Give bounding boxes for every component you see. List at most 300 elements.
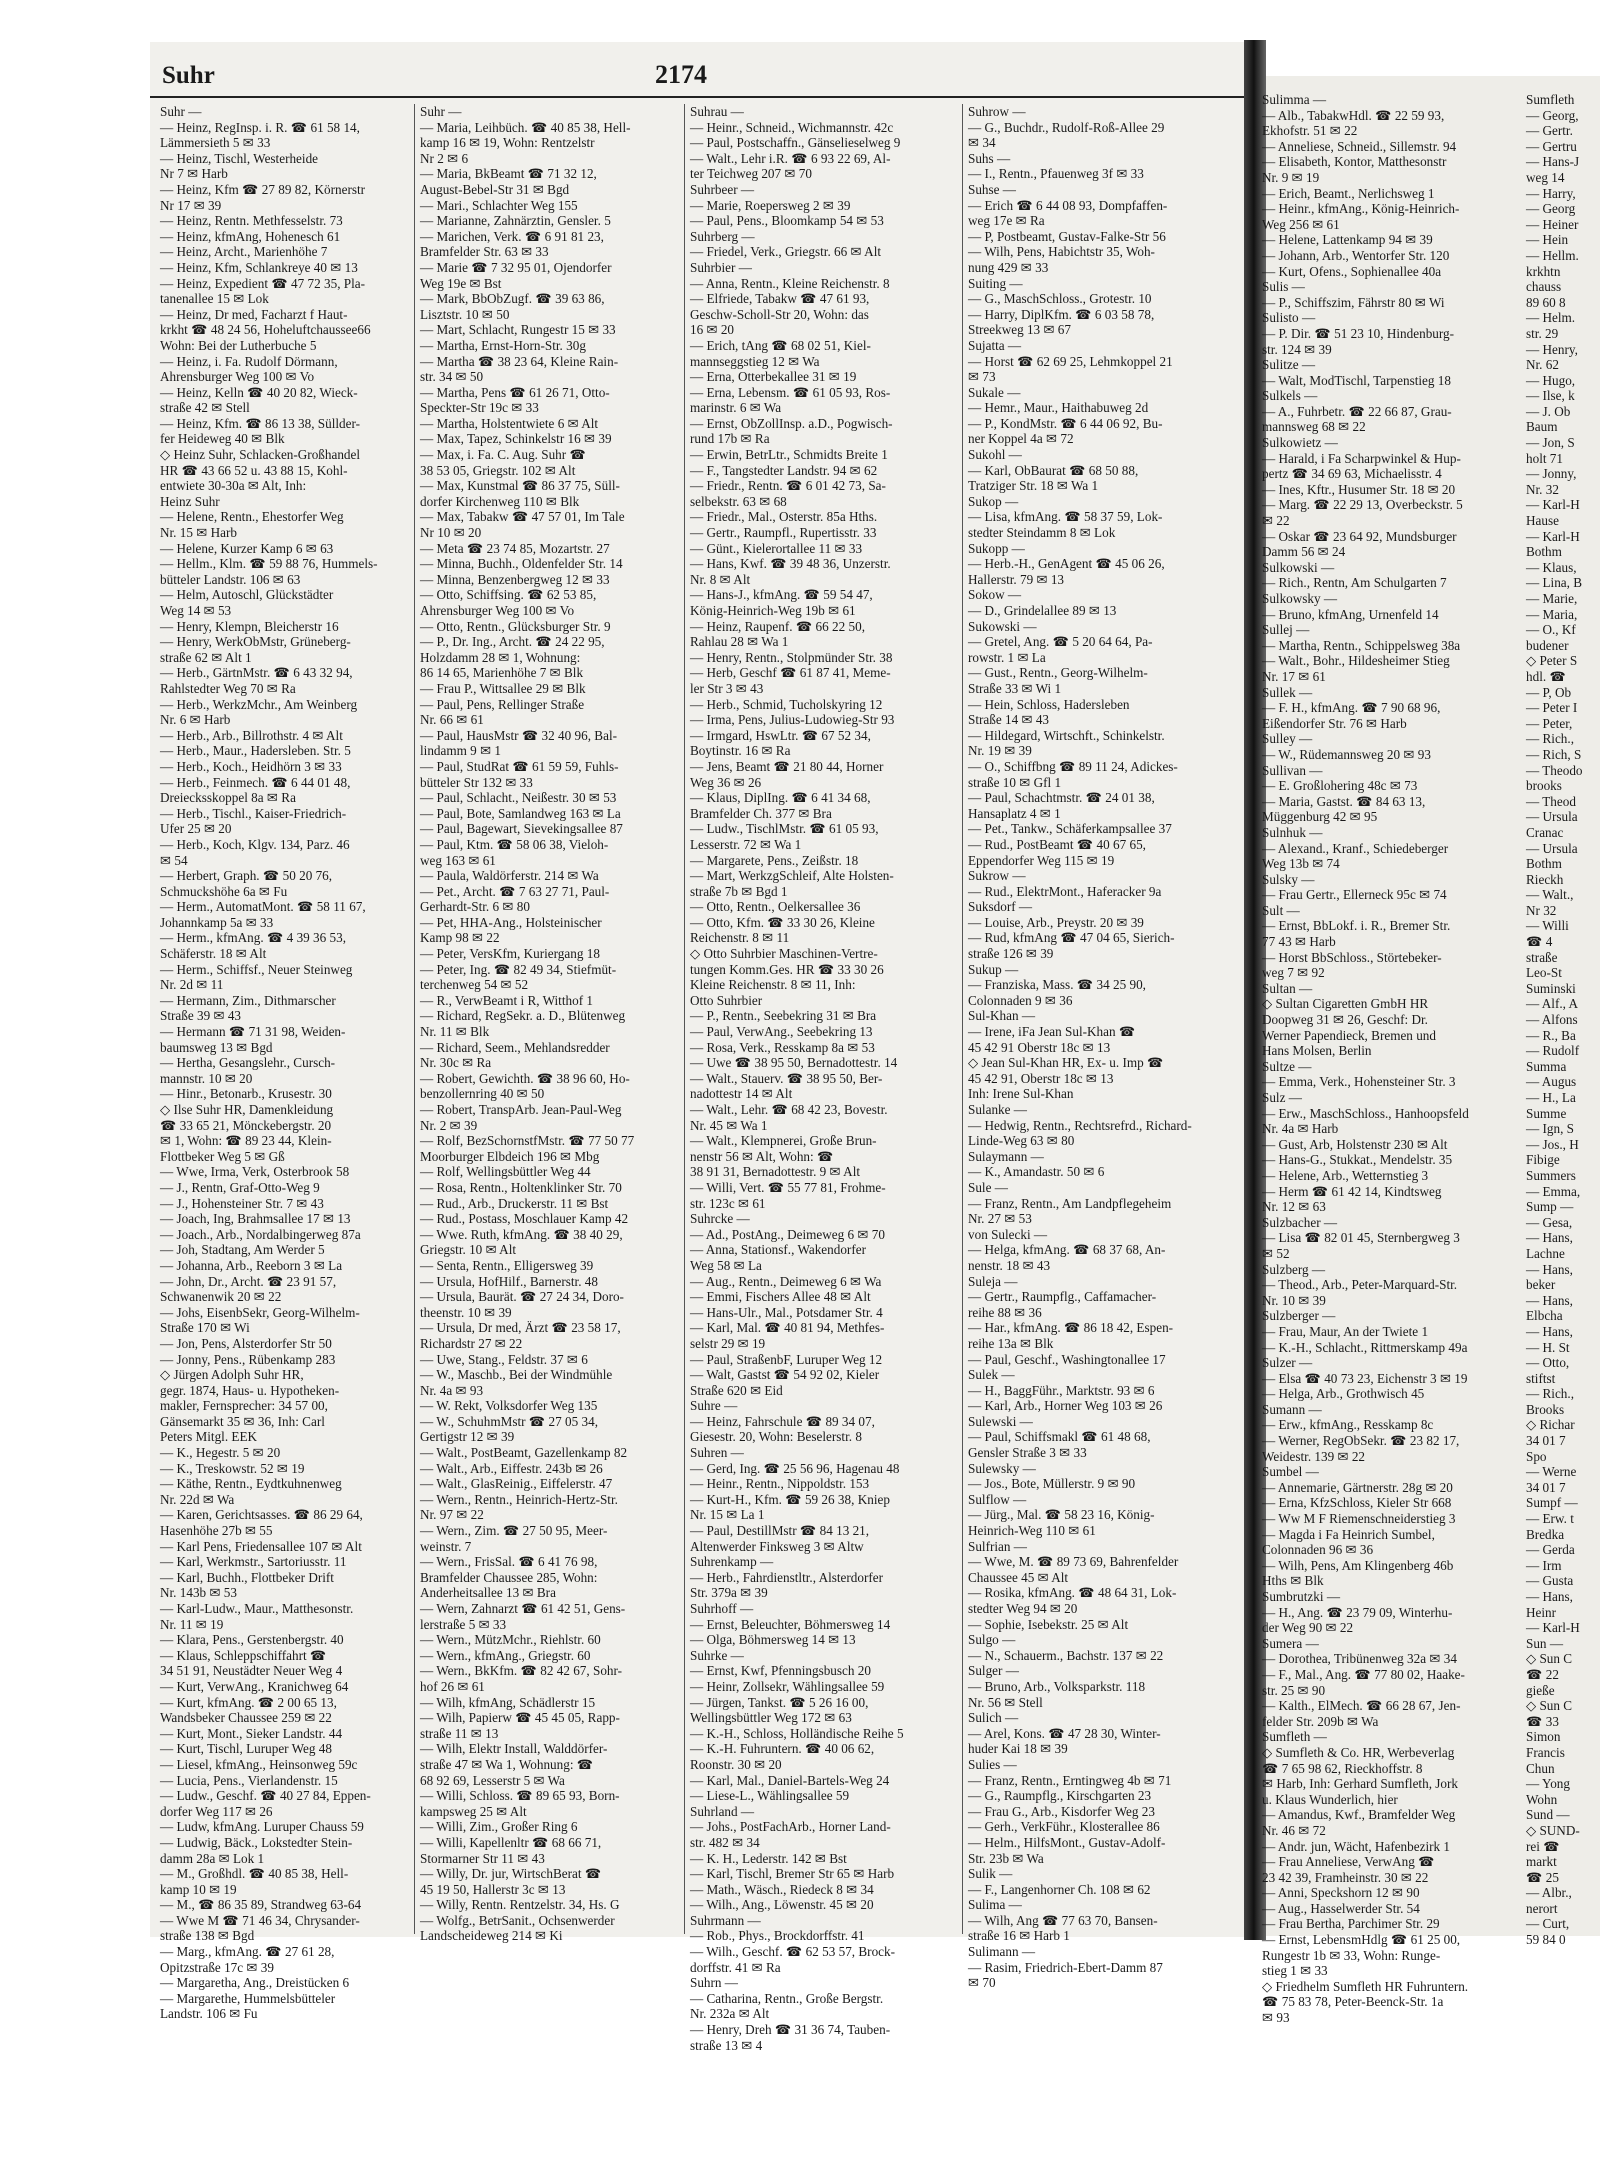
directory-entry: — Gust, Arb, Holstenstr 230 ✉ Alt [1262, 1136, 1448, 1152]
directory-entry: — Heinz, Archt., Marienhöhe 7 [160, 244, 328, 260]
directory-entry: Suhrhoff — [690, 1601, 754, 1616]
directory-entry: ☎ 4 [1526, 934, 1553, 950]
directory-entry: ◇ Heinz Suhr, Schlacken-Großhandel [160, 447, 361, 463]
directory-entry: Sulitze — [1262, 357, 1316, 373]
directory-entry: — Horst ☎ 62 69 25, Lehmkoppel 21 [968, 353, 1173, 369]
directory-entry: — Anna, Stationsf., Wakendorfer [690, 1242, 866, 1258]
directory-entry: Sulewsky — [968, 1460, 1036, 1476]
directory-entry: — Erwin, BetrLtr., Schmidts Breite 1 [690, 447, 888, 463]
directory-entry: — Käthe, Rentn., Eydtkuhnenweg [160, 1476, 342, 1492]
directory-entry: ✉ 22 [1262, 513, 1290, 529]
directory-entry: Nr. 2 ✉ 39 [420, 1117, 478, 1133]
directory-entry: Ahrensburger Weg 100 ✉ Vo [160, 369, 315, 385]
directory-entry: Heinrich-Weg 110 ✉ 61 [968, 1523, 1096, 1539]
directory-entry: — Herb.-H., GenAgent ☎ 45 06 26, [968, 556, 1165, 572]
directory-entry: Ekhofstr. 51 ✉ 22 [1262, 123, 1358, 139]
directory-entry: — Olga, Böhmersweg 14 ✉ 13 [690, 1632, 856, 1648]
directory-entry: — Heinz, RegInsp. i. R. ☎ 61 58 14, [160, 119, 360, 135]
directory-entry: Giesestr. 20, Wohn: Beselerstr. 8 [690, 1429, 862, 1445]
directory-entry: Weg 19e ✉ Bst [420, 275, 502, 291]
directory-entry: — Joach., Arb., Nordalbingerweg 87a [160, 1226, 361, 1242]
directory-entry: lindamm 9 ✉ 1 [420, 743, 502, 759]
directory-entry: Sukopp — [968, 540, 1025, 556]
directory-entry: HR ☎ 43 66 52 u. 43 88 15, Kohl- [160, 462, 348, 478]
directory-entry: Sulzbacher — [1262, 1214, 1338, 1230]
directory-entry: — H., La [1526, 1090, 1576, 1105]
directory-entry: — Aug., Hasselwerder Str. 54 [1262, 1900, 1420, 1916]
directory-entry: lerstraße 5 ✉ 33 [420, 1616, 507, 1632]
directory-entry: — Theod [1526, 793, 1576, 809]
directory-entry: Suhrland — [690, 1803, 755, 1819]
directory-entry: — Meta ☎ 23 74 85, Mozartstr. 27 [420, 540, 610, 556]
directory-entry: Sulzberger — [1262, 1308, 1336, 1324]
directory-entry: Francis [1526, 1744, 1565, 1760]
directory-entry: — Alfons [1526, 1012, 1578, 1028]
directory-entry: Nr. 9 ✉ 19 [1262, 169, 1320, 185]
directory-entry: ◇ Jean Sul-Khan HR, Ex- u. Imp ☎ [968, 1055, 1164, 1071]
directory-entry: — J. Ob [1526, 403, 1571, 419]
directory-entry: — Ludwig, Bäck., Lokstedter Stein- [160, 1834, 353, 1850]
directory-entry: — M., Großhdl. ☎ 40 85 38, Hell- [160, 1866, 349, 1882]
directory-entry: — Rich., [1526, 1386, 1574, 1402]
directory-entry: — Erich, tAng ☎ 68 02 51, Kiel- [690, 337, 871, 353]
directory-entry: — Helga, kfmAng. ☎ 68 37 68, An- [968, 1242, 1166, 1258]
directory-entry: — Kurt, kfmAng. ☎ 2 00 65 13, [160, 1694, 337, 1710]
directory-entry: — Paul, Ktm. ☎ 58 06 38, Vieloh- [420, 836, 609, 852]
directory-entry: ✉ 93 [1262, 2010, 1290, 2026]
directory-entry: — Paul, Geschf., Washingtonallee 17 [968, 1351, 1166, 1367]
directory-entry: straße 7b ✉ Bgd 1 [690, 883, 788, 899]
directory-entry: — Wilh, Pens, Am Klingenberg 46b [1262, 1557, 1454, 1573]
directory-entry: — Otto, Kfm. ☎ 33 30 26, Kleine [690, 914, 875, 930]
directory-entry: Flottbeker Weg 5 ✉ Gß [160, 1148, 285, 1164]
directory-entry: Nr. 15 ✉ Harb [160, 525, 237, 541]
directory-entry: kamp 10 ✉ 19 [160, 1881, 237, 1897]
directory-entry: Nr. 15 ✉ La 1 [690, 1507, 765, 1523]
directory-entry: Sulich — [968, 1710, 1019, 1726]
directory-entry: Straße 14 ✉ 43 [968, 712, 1050, 728]
directory-entry: — Heinz, Kfm, Schlankreye 40 ✉ 13 [160, 259, 358, 275]
directory-entry: — Karl Pens, Friedensallee 107 ✉ Alt [160, 1538, 362, 1554]
directory-entry: — Walt., Bohr., Hildesheimer Stieg [1262, 653, 1450, 669]
directory-entry: — Elisabeth, Kontor, Matthesonstr [1262, 154, 1447, 170]
directory-entry: Heinz Suhr [160, 493, 220, 509]
directory-entry: — Karl-Ludw., Maur., Matthesonstr. [160, 1601, 354, 1616]
directory-entry: — Henry, WerkObMstr, Grüneberg- [160, 634, 351, 650]
directory-entry: Sulewski — [968, 1413, 1033, 1429]
directory-entry: 77 43 ✉ Harb [1262, 934, 1336, 950]
directory-entry: — Herb., Feinmech. ☎ 6 44 01 48, [160, 774, 351, 790]
directory-entry: Suiting — [968, 275, 1023, 291]
directory-entry: Nr 7 ✉ Harb [160, 166, 228, 182]
directory-entry: — Friedr., Rentn. ☎ 6 01 42 73, Sa- [690, 478, 886, 494]
directory-entry: — Jon, Pens, Alsterdorfer Str 50 [160, 1335, 332, 1351]
directory-entry: — Frau Bertha, Parchimer Str. 29 [1262, 1916, 1440, 1932]
directory-entry: der Weg 90 ✉ 22 [1262, 1620, 1354, 1636]
directory-entry: Sullivan — [1262, 762, 1323, 778]
directory-entry: Sulzberg — [1262, 1261, 1326, 1277]
directory-entry: — N., Schauerm., Bachstr. 137 ✉ 22 [968, 1647, 1164, 1663]
directory-entry: ✉ 70 [968, 1975, 996, 1991]
directory-entry: reihe 88 ✉ 36 [968, 1304, 1042, 1320]
directory-column-2 [420, 104, 682, 1944]
directory-entry: — Hellm., Klm. ☎ 59 88 76, Hummels- [160, 556, 378, 572]
directory-entry: — Otto, [1526, 1355, 1570, 1371]
directory-entry: Straße 33 ✉ Wi 1 [968, 680, 1062, 696]
directory-entry: ◇ Friedhelm Sumfleth HR Fuhruntern. [1262, 1978, 1469, 1994]
directory-entry: rund 17b ✉ Ra [690, 431, 770, 447]
directory-entry: Sumann — [1262, 1401, 1322, 1417]
directory-entry: — Andr. jun, Wächt, Hafenbezirk 1 [1262, 1838, 1450, 1854]
directory-entry: — Kurt, Ofens., Sophienallee 40a [1262, 263, 1442, 279]
directory-entry: — E. Großlohering 48c ✉ 73 [1262, 778, 1418, 794]
directory-entry: Sumera — [1262, 1635, 1319, 1651]
directory-entry: mannstr. 10 ✉ 20 [160, 1070, 253, 1086]
directory-entry: Nr. 11 ✉ 19 [160, 1616, 224, 1632]
directory-entry: Sulisto — [1262, 310, 1316, 326]
directory-entry: — Harry, DiplKfm. ☎ 6 03 58 78, [968, 306, 1155, 322]
directory-entry: — Irm [1526, 1557, 1562, 1573]
directory-entry: — Karl-H [1526, 497, 1580, 513]
directory-entry: Sullej — [1262, 622, 1310, 638]
directory-entry: 45 42 91, Oberstr 18c ✉ 13 [968, 1070, 1114, 1086]
directory-entry: Sul-Khan — [968, 1008, 1036, 1024]
directory-entry: — Albr., [1526, 1885, 1572, 1901]
directory-entry: — Karl, Tischl, Bremer Str 65 ✉ Harb [690, 1866, 895, 1882]
directory-entry: — F., Tangstedter Landstr. 94 ✉ 62 [690, 462, 878, 478]
directory-entry: ✉ Harb, Inh: Gerhard Sumfleth, Jork [1262, 1776, 1458, 1792]
directory-entry: weg 17e ✉ Ra [968, 213, 1045, 229]
directory-entry: — Ernst, ObZollInsp. a.D., Pogwisch- [690, 415, 893, 431]
directory-entry: — Margarete, Pens., Zeißstr. 18 [690, 852, 859, 868]
directory-entry: — Emmi, Fischers Allee 48 ✉ Alt [690, 1289, 871, 1305]
directory-entry: — Mart, Schlacht, Rungestr 15 ✉ 33 [420, 322, 616, 338]
directory-entry: — P, Ob [1526, 684, 1572, 700]
directory-column-1 [160, 104, 422, 2022]
directory-entry: — Rosika, kfmAng. ☎ 48 64 31, Lok- [968, 1585, 1177, 1601]
directory-entry: — G., MaschSchloss., Grotestr. 10 [968, 291, 1152, 307]
directory-entry: — Rud., Postass, Moschlauer Kamp 42 [420, 1211, 629, 1227]
directory-entry: dorffstr. 41 ✉ Ra [690, 1959, 781, 1975]
directory-entry: weinstr. 7 [420, 1538, 472, 1554]
directory-entry: — Wern, Zahnarzt ☎ 61 42 51, Gens- [420, 1601, 626, 1616]
directory-entry: — Heiner [1526, 216, 1579, 232]
directory-entry: Sulima — [968, 1897, 1022, 1913]
directory-entry: Sulzer — [1262, 1355, 1313, 1371]
directory-entry: — Bruno, Arb., Volksparkstr. 118 [968, 1678, 1146, 1694]
directory-entry: 89 60 8 [1526, 294, 1566, 310]
directory-entry: Hause [1526, 513, 1559, 529]
directory-entry: — Hans, [1526, 1323, 1573, 1339]
directory-entry: Suhrcke — [690, 1211, 750, 1227]
directory-entry: Nr. 6 ✉ Harb [160, 712, 231, 728]
directory-entry: — Emma, [1526, 1183, 1581, 1199]
directory-entry: Nr 10 ✉ 20 [420, 525, 482, 541]
directory-entry: nung 429 ✉ 33 [968, 259, 1049, 275]
directory-entry: — Max, Tabakw ☎ 47 57 01, Im Tale [420, 509, 625, 525]
directory-entry: Sumfleth — [1262, 1729, 1327, 1745]
directory-entry: — Henry, Rentn., Stolpmünder Str. 38 [690, 649, 893, 665]
directory-entry: — Rob., Phys., Brockdorffstr. 41 [690, 1928, 865, 1944]
directory-entry: Dreiecksskoppel 8a ✉ Ra [160, 790, 296, 806]
directory-entry: — Hermann ☎ 71 31 98, Weiden- [160, 1024, 346, 1040]
directory-entry: dorfer Kirchenweg 110 ✉ Blk [420, 493, 580, 509]
directory-entry: Nr. 66 ✉ 61 [420, 712, 484, 728]
directory-entry: hof 26 ✉ 61 [420, 1678, 485, 1694]
directory-entry: ◇ Peter S [1526, 653, 1578, 669]
directory-entry: — W., Rüdemannsweg 20 ✉ 93 [1262, 746, 1431, 762]
directory-entry: Weg 58 ✉ La [690, 1257, 762, 1273]
directory-entry: ◇ Jürgen Adolph Suhr HR, [160, 1367, 304, 1383]
directory-entry: — Louise, Arb., Preystr. 20 ✉ 39 [968, 914, 1144, 930]
directory-entry: — Georg [1526, 201, 1576, 217]
directory-entry: 34 01 7 [1526, 1433, 1566, 1449]
directory-entry: — Heinz, Kfm ☎ 27 89 82, Körnerstr [160, 181, 366, 197]
directory-entry: — Erna, Lebensm. ☎ 61 05 93, Ros- [690, 384, 891, 400]
directory-entry: — Lisa, kfmAng. ☎ 58 37 59, Lok- [968, 509, 1163, 525]
directory-entry: Nr. 19 ✉ 39 [968, 743, 1032, 759]
directory-entry: — Anna, Rentn., Kleine Reichenstr. 8 [690, 275, 890, 291]
directory-entry: Sump — [1526, 1199, 1574, 1215]
directory-entry: — Paul, StudRat ☎ 61 59 59, Fuhls- [420, 758, 619, 774]
directory-entry: kamp 16 ✉ 19, Wohn: Rentzelstr [420, 135, 595, 151]
directory-entry: Nr. 32 [1526, 481, 1559, 497]
directory-entry: stedter Weg 94 ✉ 20 [968, 1601, 1078, 1616]
directory-entry: Rahlau 28 ✉ Wa 1 [690, 634, 789, 650]
directory-entry: Kamp 98 ✉ 22 [420, 930, 500, 946]
directory-entry: ◇ Sultan Cigaretten GmbH HR [1262, 996, 1429, 1012]
directory-entry: — Harry, [1526, 185, 1576, 201]
directory-entry: marinstr. 6 ✉ Wa [690, 400, 782, 416]
directory-entry: Suhre — [690, 1398, 738, 1414]
directory-entry: — Robert, Gewichth. ☎ 38 96 60, Ho- [420, 1070, 630, 1086]
directory-entry: Nr. 2d ✉ 11 [160, 977, 224, 993]
directory-entry: — Wwe, M. ☎ 89 73 69, Bahrenfelder [968, 1554, 1179, 1570]
directory-entry: — W. Rekt, Volksdorfer Weg 135 [420, 1398, 598, 1414]
directory-entry: — Gretel, Ang. ☎ 5 20 64 64, Pa- [968, 634, 1153, 650]
directory-entry: Weidestr. 139 ✉ 22 [1262, 1448, 1366, 1464]
directory-entry: Lämmersieth 5 ✉ 33 [160, 135, 271, 151]
directory-entry: Johannkamp 5a ✉ 33 [160, 914, 274, 930]
directory-entry: — Helm. [1526, 310, 1576, 326]
directory-column-3 [690, 104, 952, 2053]
directory-entry: Sule — [968, 1179, 1008, 1195]
directory-entry: — Paul, Pens., Bloomkamp 54 ✉ 53 [690, 213, 884, 229]
directory-entry: — Herm ☎ 61 42 14, Kindtsweg [1262, 1183, 1442, 1199]
directory-entry: Wohn [1526, 1791, 1558, 1807]
directory-entry: Sulimma — [1262, 92, 1327, 107]
directory-entry: — Anni, Speckshorn 12 ✉ 90 [1262, 1885, 1420, 1901]
directory-entry: Sujatta — [968, 337, 1022, 353]
directory-entry: — Aug., Rentn., Deimeweg 6 ✉ Wa [690, 1273, 882, 1289]
directory-entry: — Wern., MützMchr., Riehlstr. 60 [420, 1632, 601, 1648]
directory-entry: Sukop — [968, 493, 1019, 509]
directory-entry: Sultan — [1262, 980, 1313, 996]
directory-entry: — Karl, Werkmstr., Sartoriusstr. 11 [160, 1554, 347, 1570]
directory-entry: — H. St [1526, 1339, 1570, 1355]
directory-entry: — Paul, Bote, Samlandweg 163 ✉ La [420, 805, 621, 821]
directory-entry: Rungestr 1b ✉ 33, Wohn: Runge- [1262, 1947, 1441, 1963]
directory-entry: — Hans-J [1526, 154, 1580, 170]
directory-entry: — Herb., Tischl., Kaiser-Friedrich- [160, 805, 347, 821]
directory-entry: — Ines, Kftr., Husumer Str. 18 ✉ 20 [1262, 481, 1456, 497]
directory-entry: — Rosa, Verk., Resskamp 8a ✉ 53 [690, 1039, 875, 1055]
directory-entry: — Robert, TranspArb. Jean-Paul-Weg [420, 1102, 622, 1117]
directory-entry: — Heinz, Fahrschule ☎ 89 34 07, [690, 1413, 875, 1429]
directory-entry: — Helga, Arb., Grothwisch 45 [1262, 1386, 1425, 1402]
directory-entry: Roonstr. 30 ✉ 20 [690, 1756, 782, 1772]
directory-entry: 45 42 91 Oberstr 18c ✉ 13 [968, 1039, 1111, 1055]
directory-entry: Heinr [1526, 1604, 1557, 1620]
directory-entry: Brooks [1526, 1401, 1565, 1417]
directory-entry: — P., Dr. Ing., Archt. ☎ 24 22 95, [420, 634, 605, 650]
directory-entry: — Gerda [1526, 1542, 1575, 1558]
directory-entry: ner Koppel 4a ✉ 72 [968, 431, 1074, 447]
directory-entry: Hans Molsen, Berlin [1262, 1043, 1372, 1059]
directory-entry: — Wilh, kfmAng, Schädlerstr 15 [420, 1694, 596, 1710]
directory-entry: — Anneliese, Schneid., Sillemstr. 94 [1262, 138, 1457, 154]
directory-entry: — Wilh., Geschf. ☎ 62 53 57, Brock- [690, 1944, 896, 1960]
directory-entry: — Wilh, Papierw ☎ 45 45 05, Rapp- [420, 1710, 620, 1726]
directory-entry: Sun — [1526, 1635, 1564, 1651]
directory-entry: straße [1526, 949, 1558, 965]
directory-entry: Peters Mitgl. EEK [160, 1429, 258, 1445]
directory-entry: Hasenhöhe 27b ✉ 55 [160, 1523, 273, 1539]
directory-entry: — Ernst, BbLokf. i. R., Bremer Str. [1262, 918, 1451, 934]
directory-entry: — Herm., Schiffsf., Neuer Steinweg [160, 961, 353, 977]
directory-entry: chauss [1526, 279, 1562, 295]
directory-entry: — Paul, HausMstr ☎ 32 40 96, Bal- [420, 727, 618, 743]
directory-entry: — Günt., Kielerortallee 11 ✉ 33 [690, 540, 863, 556]
directory-entry: — Martha ☎ 38 23 64, Kleine Rain- [420, 353, 619, 369]
directory-entry: Inh: Irene Sul-Khan [968, 1086, 1074, 1102]
directory-entry: — Rich, S [1526, 746, 1582, 762]
directory-entry: makler, Fernsprecher: 34 57 00, [160, 1398, 328, 1414]
header-rule [150, 96, 1244, 98]
directory-entry: — Sophie, Isebekstr. 25 ✉ Alt [968, 1616, 1129, 1632]
directory-entry: Hths ✉ Blk [1262, 1573, 1324, 1589]
directory-entry: Suhr — [420, 104, 462, 119]
directory-entry: straße 16 ✉ Harb 1 [968, 1928, 1070, 1944]
directory-entry: 68 92 69, Lesserstr 5 ✉ Wa [420, 1772, 565, 1788]
directory-entry: Sukrow — [968, 868, 1026, 884]
directory-entry: ☎ 75 83 78, Peter-Beenck-Str. 1a [1262, 1994, 1444, 2010]
directory-entry: — K.-H. Fuhruntern. ☎ 40 06 62, [690, 1741, 875, 1757]
directory-entry: straße 11 ✉ 13 [420, 1725, 499, 1741]
directory-entry: — Herb., Koch, Klgv. 134, Parz. 46 [160, 836, 350, 852]
directory-entry: Tratziger Str. 18 ✉ Wa 1 [968, 478, 1099, 494]
directory-entry: entwiete 30-30a ✉ Alt, Inh: [160, 478, 307, 494]
directory-entry: Lisztstr. 10 ✉ 50 [420, 306, 510, 322]
directory-entry: — P., Rentn., Seebekring 31 ✉ Bra [690, 1008, 877, 1024]
directory-entry: — Heinz, Expedient ☎ 47 72 35, Pla- [160, 275, 366, 291]
directory-entry: — Klaus, [1526, 559, 1577, 575]
directory-entry: — Rolf, Wellingsbüttler Weg 44 [420, 1164, 591, 1180]
directory-entry: — Heinz, i. Fa. Rudolf Dörmann, [160, 353, 338, 369]
running-head: Suhr [162, 62, 215, 89]
directory-entry: — Peter, Ing. ☎ 82 49 34, Stiefmüt- [420, 961, 617, 977]
directory-entry: — Helene, Rentn., Ehestorfer Weg [160, 509, 344, 525]
directory-entry: Weg 36 ✉ 26 [690, 774, 762, 790]
directory-entry: — Rud, kfmAng ☎ 47 04 65, Sierich- [968, 930, 1175, 946]
directory-entry: — Paul, Schlacht., Neißestr. 30 ✉ 53 [420, 790, 617, 806]
directory-entry: — Alb., TabakwHdl. ☎ 22 59 93, [1262, 107, 1445, 123]
directory-entry: Nr. 62 [1526, 357, 1559, 373]
directory-entry: Nr. 97 ✉ 22 [420, 1507, 484, 1523]
directory-entry: beker [1526, 1277, 1556, 1293]
directory-entry: — Har., kfmAng. ☎ 86 18 42, Espen- [968, 1320, 1174, 1336]
directory-entry: — I., Rentn., Pfauenweg 3f ✉ 33 [968, 166, 1144, 182]
directory-entry: Gensler Straße 3 ✉ 33 [968, 1445, 1087, 1461]
directory-entry: — Herb., Fahrdienstltr., Alsterdorfer [690, 1569, 884, 1585]
directory-entry: — F., Mal., Ang. ☎ 77 80 02, Haake- [1262, 1666, 1465, 1682]
directory-entry: — Paul, StraßenbF, Luruper Weg 12 [690, 1351, 883, 1367]
directory-entry: — Walt., Arb., Eiffestr. 243b ✉ 26 [420, 1460, 603, 1476]
directory-entry: Sumbrutzki — [1262, 1589, 1341, 1604]
directory-entry: — Marichen, Verk. ☎ 6 91 81 23, [420, 228, 604, 244]
directory-entry: ✉ 73 [968, 369, 996, 385]
directory-entry: — Liese-L., Wählingsallee 59 [690, 1788, 850, 1804]
directory-entry: Boytinstr. 16 ✉ Ra [690, 743, 791, 759]
directory-entry: stiftst [1526, 1370, 1556, 1386]
directory-entry: — Friedr., Mal., Osterstr. 85a Hths. [690, 509, 878, 525]
directory-entry: — O., Kf [1526, 622, 1576, 638]
directory-entry: — Maria, [1526, 606, 1578, 622]
directory-entry: — Jos., H [1526, 1136, 1579, 1152]
directory-entry: Chun [1526, 1760, 1555, 1776]
directory-entry: 86 14 65, Marienhöhe 7 ✉ Blk [420, 665, 584, 681]
directory-entry: — Walt., PostBeamt, Gazellenkamp 82 [420, 1445, 628, 1461]
page-number: 2174 [655, 60, 707, 89]
directory-entry: Nr 17 ✉ 39 [160, 197, 222, 213]
directory-entry: Sulley — [1262, 731, 1313, 747]
directory-entry: Sukohl — [968, 447, 1022, 463]
directory-entry: — Frau Anneliese, VerwAng ☎ [1262, 1854, 1435, 1870]
directory-entry: — Hellm. [1526, 247, 1579, 263]
directory-entry: — Karl, Arb., Horner Weg 103 ✉ 26 [968, 1398, 1163, 1414]
directory-entry: — Willi, Zim., Großer Ring 6 [420, 1819, 578, 1835]
directory-entry: — Willy, Rentn. Rentzelstr. 34, Hs. G [420, 1897, 620, 1913]
directory-entry: — Horst BbSchloss., Störtebeker- [1262, 949, 1442, 965]
directory-entry: str. 123c ✉ 61 [690, 1195, 766, 1211]
directory-entry: — Hans, [1526, 1261, 1573, 1277]
directory-entry: ✉ 1, Wohn: ☎ 89 23 44, Klein- [160, 1133, 332, 1149]
directory-entry: — Georg, [1526, 107, 1579, 123]
directory-entry: — Rud., ElektrMont., Haferacker 9a [968, 883, 1162, 899]
directory-entry: — K., Treskowstr. 52 ✉ 19 [160, 1460, 305, 1476]
directory-entry: 38 91 31, Bernadottestr. 9 ✉ Alt [690, 1164, 861, 1180]
directory-entry: Müggenburg 42 ✉ 95 [1262, 809, 1378, 825]
directory-entry: — Herb., GärtnMstr. ☎ 6 43 32 94, [160, 665, 353, 681]
directory-entry: — Walt., [1526, 887, 1574, 903]
directory-entry: — Martha, Pens ☎ 61 26 71, Otto- [420, 384, 610, 400]
directory-entry: — Hinr., Betonarb., Krusestr. 30 [160, 1086, 332, 1102]
directory-entry: 23 42 39, Framheinstr. 30 ✉ 22 [1262, 1869, 1429, 1885]
directory-entry: Speckter-Str 19c ✉ 33 [420, 400, 539, 416]
directory-entry: — Paul, Schachtmstr. ☎ 24 01 38, [968, 790, 1155, 806]
directory-entry: ◇ Sumfleth & Co. HR, Werbeverlag [1262, 1744, 1455, 1760]
directory-entry: — Walt., GlasReinig., Eiffelerstr. 47 [420, 1476, 613, 1492]
directory-entry: Schwanenwik 20 ✉ 22 [160, 1289, 282, 1305]
directory-entry: Hansaplatz 4 ✉ 1 [968, 805, 1061, 821]
directory-entry: — Maria, BkBeamt ☎ 71 32 12, [420, 166, 597, 182]
directory-entry: — K., Hegestr. 5 ✉ 20 [160, 1445, 281, 1461]
directory-entry: reihe 13a ✉ Blk [968, 1335, 1054, 1351]
directory-entry: — Hemr., Maur., Haithabuweg 2d [968, 400, 1149, 416]
directory-entry: — Johanna, Arb., Reeborn 3 ✉ La [160, 1257, 343, 1273]
directory-entry: Str. 379a ✉ 39 [690, 1585, 768, 1601]
directory-entry: Sulfrian — [968, 1538, 1027, 1554]
